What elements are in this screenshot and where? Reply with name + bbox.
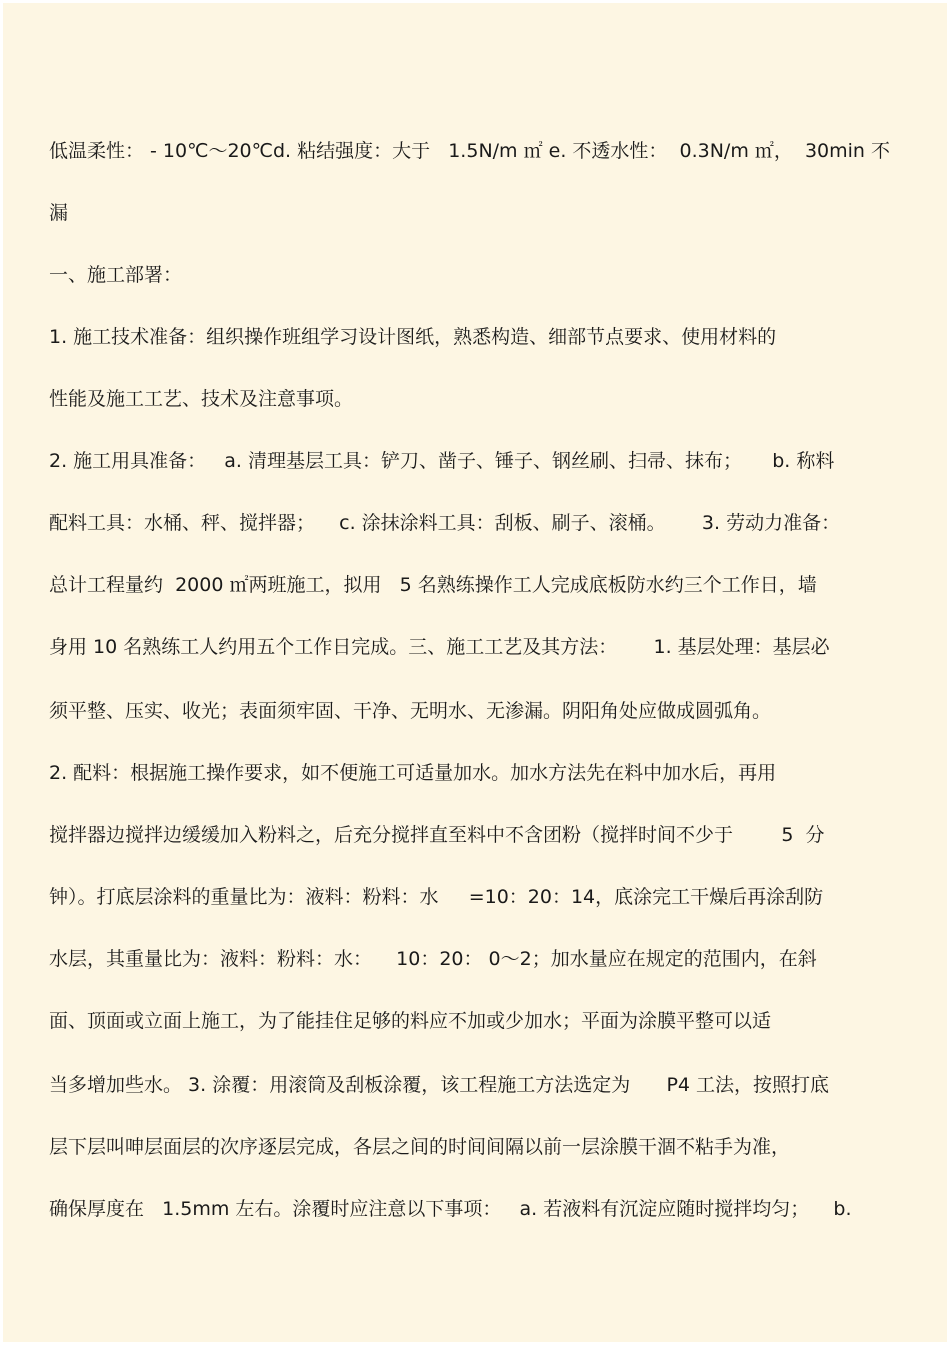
- text-line-1: 低温柔性： - 10℃～20℃d. 粘结强度：大于 1.5N/m ㎡ e. 不透水性： 0.3N/m ㎡， 30min 不: [49, 140, 890, 162]
- text-line-11: 2. 配料：根据施工操作要求，如不便施工可适量加水。加水方法先在料中加水后，再用: [49, 762, 777, 784]
- text-line-18: 确保厚度在 1.5mm 左右。涂覆时应注意以下事项： a. 若液料有沉淀应随时搅拌均匀； b.: [49, 1198, 852, 1220]
- text-line-9: 身用 10 名熟练工人约用五个工作日完成。三、施工工艺及其方法： 1. 基层处理：基层必: [49, 636, 830, 658]
- text-line-8: 总计工程量约 2000 ㎡两班施工，拟用 5 名熟练操作工人完成底板防水约三个工作日，墙: [49, 574, 817, 596]
- text-line-5: 性能及施工工艺、技术及注意事项。: [49, 388, 354, 410]
- text-line-7: 配料工具：水桶、秤、搅拌器； c. 涂抹涂料工具：刮板、刷子、滚桶。 3. 劳动力准备：: [49, 512, 841, 534]
- text-line-14: 水层，其重量比为：液料：粉料：水： 10：20： 0～2；加水量应在规定的范围内，在斜: [49, 948, 817, 970]
- text-line-4: 1. 施工技术准备：组织操作班组学习设计图纸，熟悉构造、细部节点要求、使用材料的: [49, 326, 777, 348]
- text-line-13: 钟）。打底层涂料的重量比为：液料：粉料：水 =10：20：14，底涂完工干燥后再涂刮防: [49, 886, 824, 908]
- text-line-6: 2. 施工用具准备： a. 清理基层工具：铲刀、凿子、锤子、钢丝刷、扫帚、抹布； b. 称料: [49, 450, 835, 472]
- document-page: [3, 3, 947, 1342]
- text-line-17: 层下层叫呻层面层的次序逐层完成，各层之间的时间间隔以前一层涂膜干涸不粘手为准，: [49, 1136, 791, 1158]
- text-line-2: 漏: [49, 202, 69, 224]
- text-line-12: 搅拌器边搅拌边缓缓加入粉料之，后充分搅拌直至料中不含团粉（搅拌时间不少于 5 分: [49, 824, 825, 846]
- text-line-10: 须平整、压实、收光；表面须牢固、干净、无明水、无渗漏。阴阳角处应做成圆弧角。: [49, 700, 772, 722]
- text-line-16: 当多增加些水。 3. 涂覆：用滚筒及刮板涂覆，该工程施工方法选定为 P4 工法，按照打底: [49, 1074, 830, 1096]
- text-line-15: 面、顶面或立面上施工，为了能挂住足够的料应不加或少加水；平面为涂膜平整可以适: [49, 1010, 772, 1032]
- section-heading: 一、施工部署：: [49, 264, 183, 286]
